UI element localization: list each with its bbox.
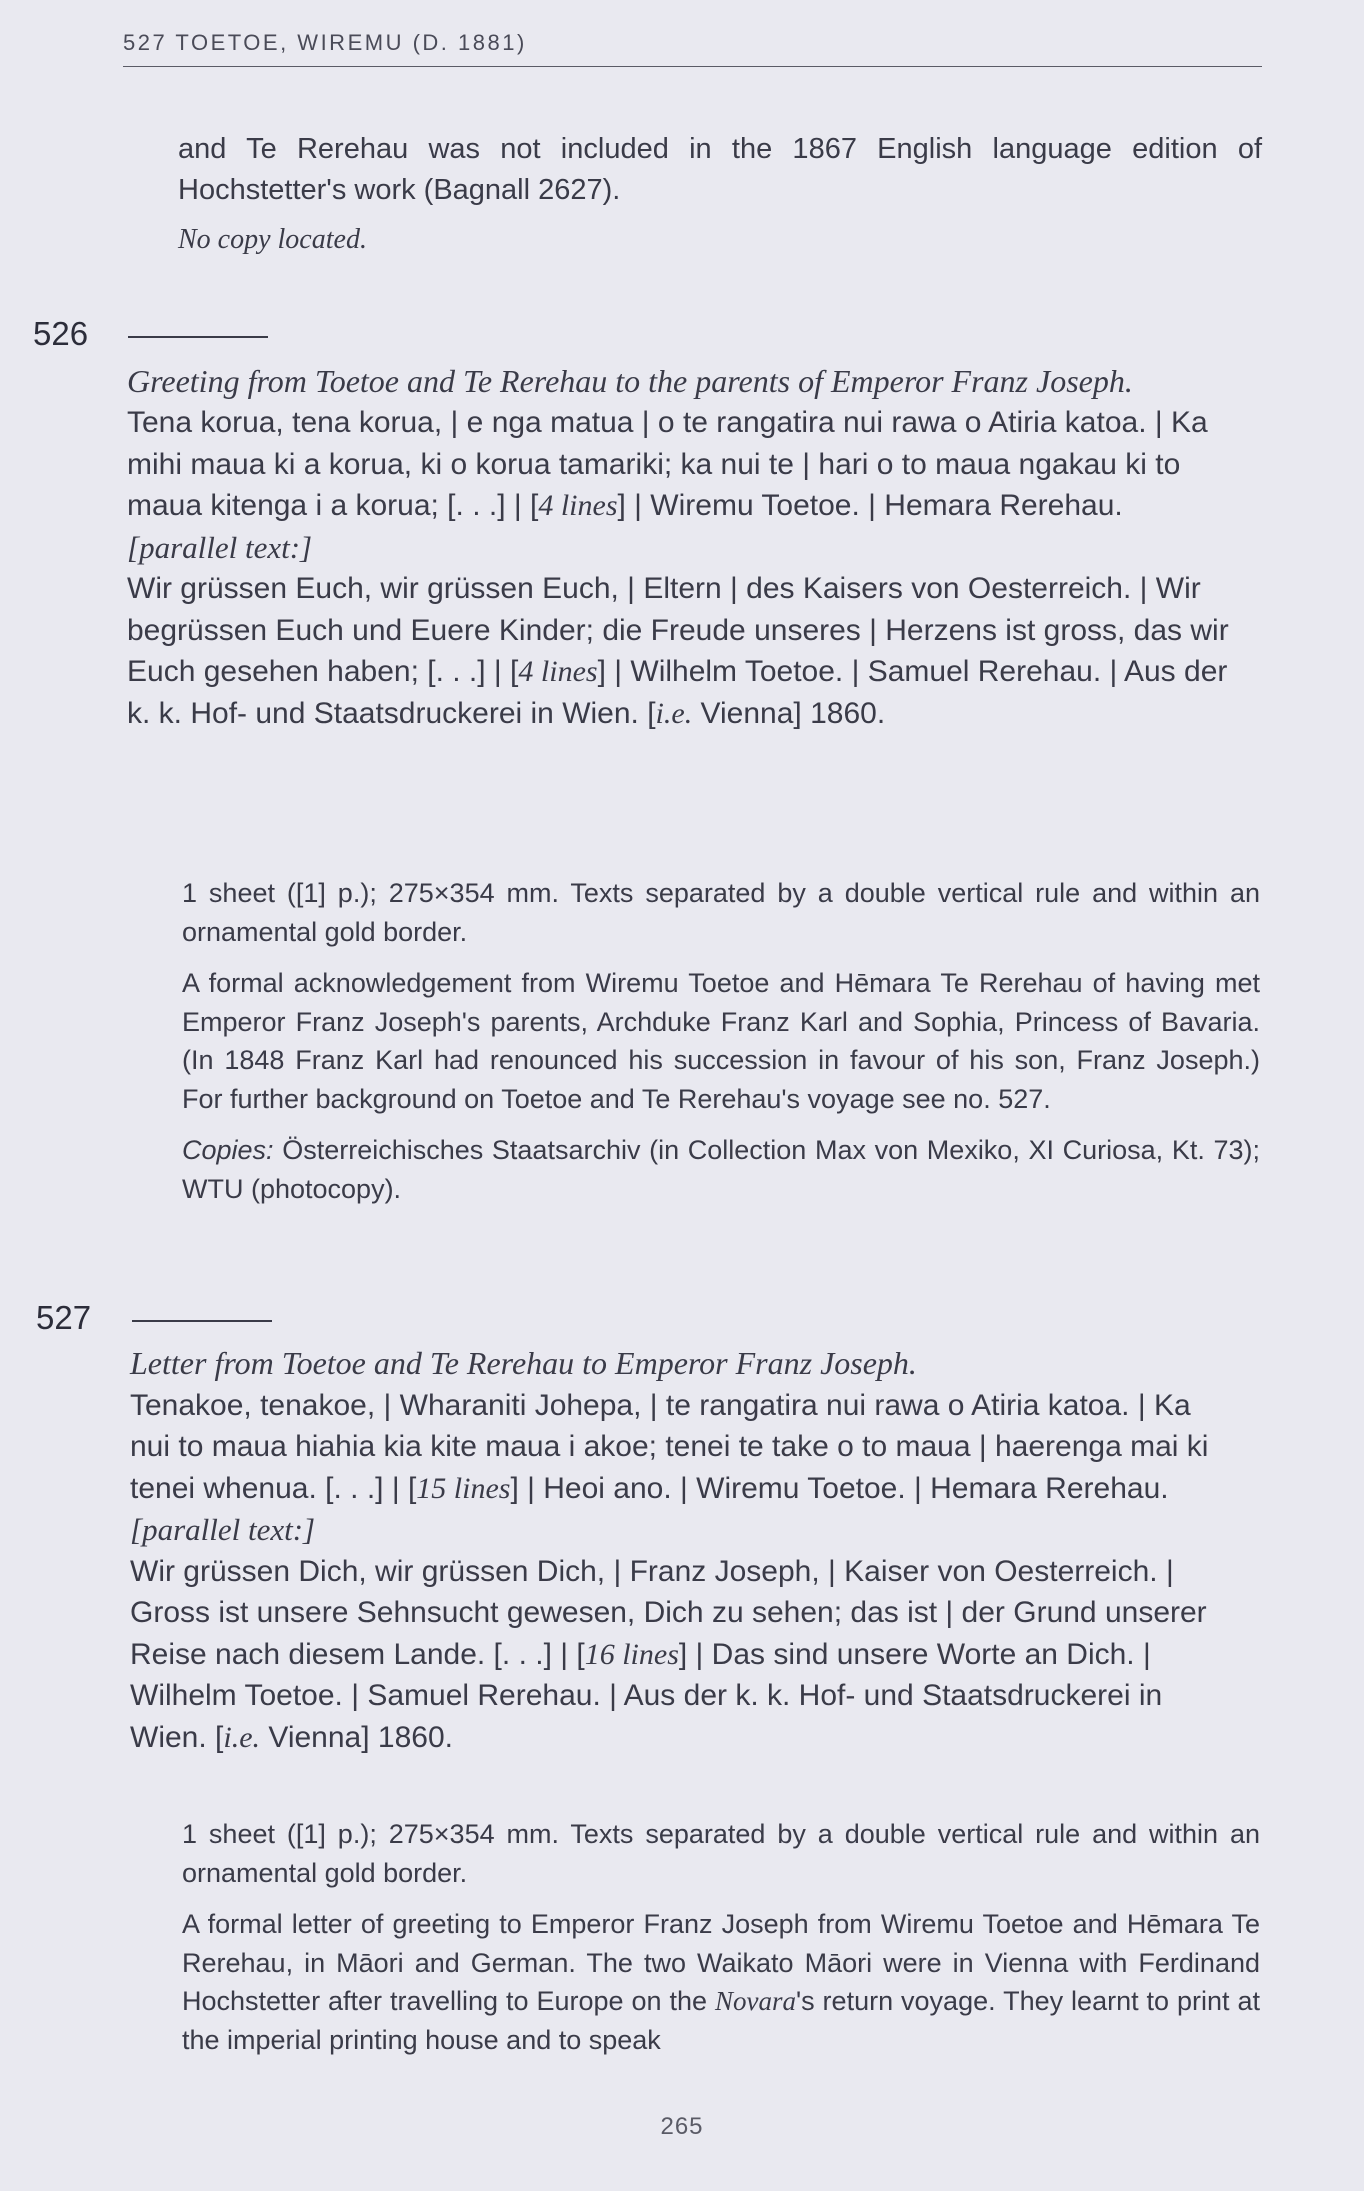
entry-527-number: 527 <box>36 1299 92 1336</box>
entry-526-german-text <box>127 568 1247 734</box>
entry-527-body <box>130 1343 1235 1758</box>
entry-527-german-text <box>130 1551 1235 1759</box>
running-head: 527 TOETOE, WIREMU (D. 1881) <box>123 30 1262 67</box>
entry-526-physical: 1 sheet ([1] p.); 275×354 mm. Texts separated by a double vertical rule and within an ornamental gold border. <box>182 878 1260 947</box>
entry-527-note-b: 's return voyage. They learnt to print at the imperial printing house and to speak <box>182 1986 1261 2055</box>
entry-526-maori-a: Tena korua, tena korua, | e nga matua | o te rangatira nui rawa o Atiria katoa. | Ka mihi maua ki a korua, ki o korua tamariki; ka nui te | hari o to maua ngakau ki to maua kitenga i a korua; [. . .] | [ <box>127 406 1208 522</box>
entry-527-physical: 1 sheet ([1] p.); 275×354 mm. Texts separated by a double vertical rule and within an ornamental gold border. <box>182 1819 1260 1888</box>
entry-527-ship: Novara <box>714 1986 796 2016</box>
entry-526-notes <box>182 874 1260 1221</box>
entry-527-parallel-label: [parallel text:] <box>130 1512 316 1547</box>
entry-527-maori-b: ] | Heoi ano. | Wiremu Toetoe. | Hemara Rerehau. <box>510 1471 1169 1505</box>
entry-527-german-b: ] | Das sind unsere Worte an Dich. | Wilhelm Toetoe. | Samuel Rerehau. | Aus der k. k. Hof- und Staatsdruckerei in Wien. [ <box>130 1637 1163 1754</box>
entry-527-note-a: A formal letter of greeting to Emperor Franz Joseph from Wiremu Toetoe and Hēmara Te Rerehau, in Māori and German. The two Waikato Māori were in Vienna with Ferdinand Hochstetter after travelling to Europe on the <box>182 1909 1260 2016</box>
entry-527-rule <box>132 1320 272 1322</box>
entry-526-parallel-label: [parallel text:] <box>127 529 313 565</box>
entry-527-german-c: Vienna] 1860. <box>260 1720 453 1754</box>
entry-526-copies <box>182 1131 1260 1208</box>
carryover-text: and Te Rerehau was not included in the 1867 English language edition of Hochstetter's work (Bagnall 2627). <box>178 133 1262 206</box>
entry-527-title: Letter from Toetoe and Te Rerehau to Emperor Franz Joseph. <box>130 1345 917 1381</box>
entry-526-german-b: ] | Wilhelm Toetoe. | Samuel Rerehau. | Aus der k. k. Hof- und Staatsdruckerei in Wien. [ <box>127 655 1228 730</box>
entry-526-number: 526 <box>33 315 89 352</box>
entry-527-maori-text <box>130 1385 1235 1510</box>
entry-526-title: Greeting from Toetoe and Te Rerehau to the parents of Emperor Franz Joseph. <box>127 363 1133 399</box>
entry-527-maori-a: Tenakoe, tenakoe, | Wharaniti Johepa, | te rangatira nui rawa o Atiria katoa. | Ka nui to maua hiahia kia kite maua i akoe; tenei te take o to maua | haerenga mai ki tenei whenua. [. . .] | [ <box>130 1388 1209 1505</box>
entry-526-note: A formal acknowledgement from Wiremu Toetoe and Hēmara Te Rerehau of having met Emperor Franz Joseph's parents, Archduke Franz Karl and Sophia, Princess of Bavaria. (In 1848 Franz Karl had renounced his succession in favour of his son, Franz Joseph.) For further background on Toetoe and Te Rerehau's voyage see no. 527. <box>182 968 1260 1114</box>
page-number: 265 <box>660 2113 704 2140</box>
entry-526-german-c: Vienna] 1860. <box>692 696 886 730</box>
entry-526-maori-lines: 4 lines <box>538 489 618 522</box>
entry-526-rule <box>128 336 268 338</box>
entry-527-notes <box>182 1815 1260 2072</box>
entry-526-body <box>127 360 1247 734</box>
entry-527-ie: i.e. <box>223 1720 261 1754</box>
carryover-note: No copy located. <box>178 224 367 255</box>
carryover-block <box>178 129 1262 273</box>
entry-526-maori-text <box>127 402 1247 527</box>
entry-527-german-lines: 16 lines <box>584 1637 679 1671</box>
entry-526-german-lines: 4 lines <box>518 655 598 688</box>
entry-527-german-a: Wir grüssen Dich, wir grüssen Dich, | Franz Joseph, | Kaiser von Oesterreich. | Gross ist unsere Sehnsucht gewesen, Dich zu sehen; das ist | der Grund unserer Reise nach diesem Lande. [. . .] | [ <box>130 1554 1207 1671</box>
entry-527-note <box>182 1905 1260 2059</box>
entry-527-maori-lines: 15 lines <box>416 1471 511 1505</box>
entry-526-ie: i.e. <box>655 696 693 730</box>
entry-526-copies-text: Österreichisches Staatsarchiv (in Collection Max von Mexiko, XI Curiosa, Kt. 73); WTU (photocopy). <box>182 1135 1260 1204</box>
entry-526-maori-b: ] | Wiremu Toetoe. | Hemara Rerehau. <box>617 489 1123 522</box>
entry-526-copies-label: Copies: <box>182 1135 274 1165</box>
entry-526-german-a: Wir grüssen Euch, wir grüssen Euch, | Eltern | des Kaisers von Oesterreich. | Wir begrüssen Euch und Euere Kinder; die Freude unseres | Herzens ist gross, das wir Euch gesehen haben; [. . .] | [ <box>127 572 1229 688</box>
